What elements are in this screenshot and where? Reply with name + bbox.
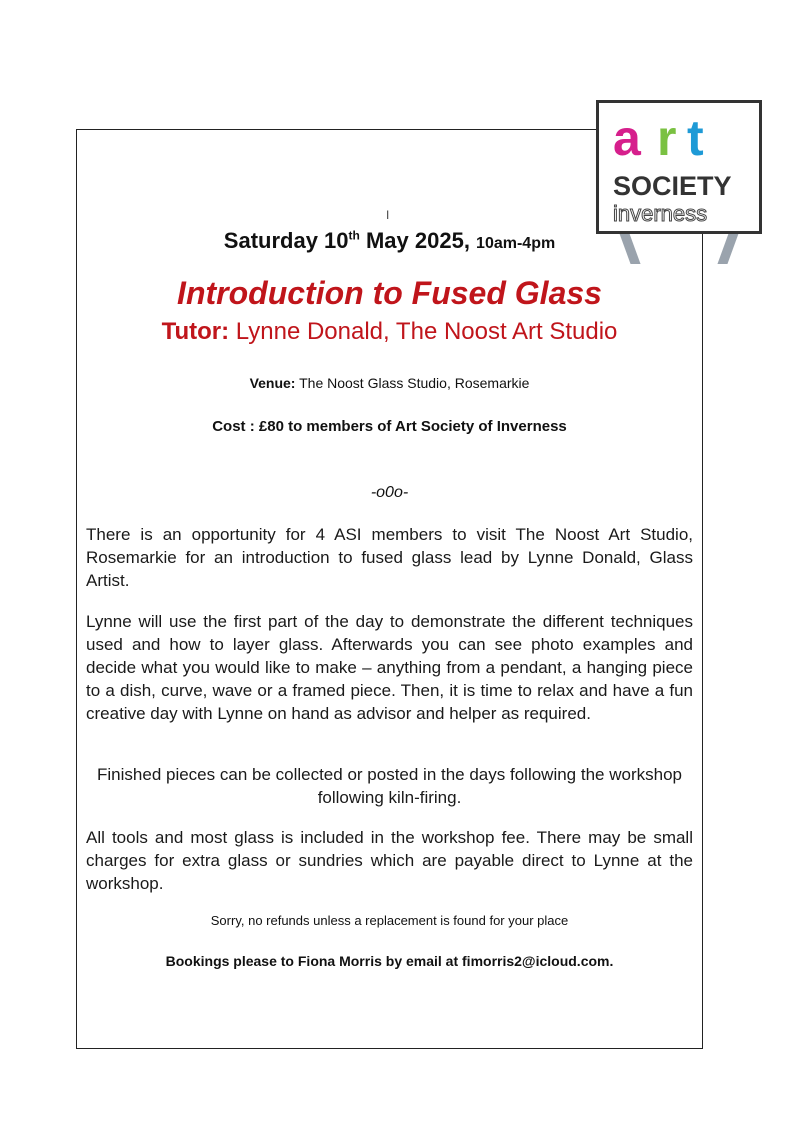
event-title: Introduction to Fused Glass: [177, 275, 602, 311]
paragraph-finished-pieces: Finished pieces can be collected or posted in the days following the workshop following kiln-firing.: [97, 765, 682, 807]
paragraph-opportunity: There is an opportunity for 4 ASI members to visit The Noost Art Studio, Rosemarkie for an introduction to fused glass lead by Lynne Donald, Glass Artist.: [86, 525, 693, 590]
date-ordinal: th: [348, 228, 360, 243]
section-separator: -o0o-: [370, 484, 409, 501]
logo-society: SOCIETY: [613, 171, 732, 201]
paragraph-day-description: Lynne will use the first part of the day to demonstrate the different techniques used and how to layer glass. Afterwards you can see photo examples and decide what you would like to make – anything from a pendant, a hanging piece to a dish, curve, wave or a framed piece. Then, it is time to relax and have a fun creative day with Lynne on hand as advisor and helper as required.: [86, 612, 693, 723]
logo-board: [596, 100, 762, 234]
stray-mark: I: [386, 208, 390, 222]
date-suffix: May 2025,: [359, 228, 477, 253]
tutor-label: Tutor:: [161, 318, 230, 345]
date-prefix: Saturday 10: [223, 228, 349, 253]
event-time: 10am-4pm: [476, 235, 556, 252]
logo-letter-a: a: [613, 110, 641, 166]
tutor-value: Lynne Donald, The Noost Art Studio: [229, 318, 618, 345]
venue-value: The Noost Glass Studio, Rosemarkie: [295, 375, 530, 391]
refund-notice: Sorry, no refunds unless a replacement is found for your place: [210, 913, 569, 928]
booking-contact: Bookings please to Fiona Morris by email at fimorris2@icloud.com.: [165, 953, 614, 969]
venue-line: [76, 375, 703, 391]
tutor-line: [76, 318, 703, 346]
paragraph-tools-fees: All tools and most glass is included in the workshop fee. There may be small charges for extra glass or sundries which are payable direct to Lynne at the workshop.: [86, 828, 693, 893]
cost-line: Cost : £80 to members of Art Society of Inverness: [212, 418, 567, 435]
logo-letter-t: t: [687, 110, 704, 166]
logo-inverness: inverness: [613, 201, 708, 226]
venue-label: Venue:: [249, 375, 296, 391]
logo-letter-r: r: [657, 110, 677, 166]
logo-lettering: [599, 103, 759, 231]
event-date: [76, 228, 703, 254]
